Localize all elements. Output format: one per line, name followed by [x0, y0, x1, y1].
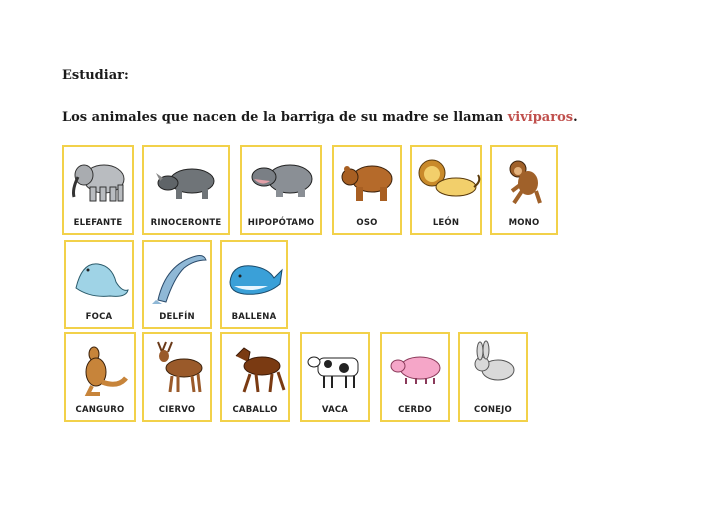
- study-heading: Estudiar:: [62, 68, 129, 83]
- card-cerdo: [380, 332, 450, 422]
- card-mono: [490, 145, 558, 235]
- card-foca: [64, 240, 134, 329]
- card-ciervo: [142, 332, 212, 422]
- monkey-icon: [492, 147, 560, 215]
- card-label: LEÓN: [432, 218, 460, 228]
- card-vaca: [300, 332, 370, 422]
- definition-sentence: [62, 110, 578, 125]
- card-label: CABALLO: [232, 405, 278, 415]
- card-canguro: [64, 332, 136, 422]
- pig-icon: [382, 334, 452, 402]
- card-label: VACA: [321, 405, 349, 415]
- whale-icon: [222, 242, 290, 310]
- highlighted-term: vivíparos: [507, 110, 574, 125]
- cow-icon: [302, 334, 372, 402]
- hippo-icon: [242, 147, 324, 215]
- card-ballena: [220, 240, 288, 329]
- seal-icon: [66, 242, 136, 310]
- elephant-icon: [64, 147, 136, 215]
- rhino-icon: [144, 147, 232, 215]
- card-label: RINOCERONTE: [150, 218, 222, 228]
- horse-icon: [222, 334, 292, 402]
- card-label: MONO: [508, 218, 540, 228]
- sentence-text: Los animales que nacen de la barriga de su madre se llaman: [62, 110, 508, 125]
- bear-icon: [334, 147, 404, 215]
- card-label: CONEJO: [474, 405, 512, 415]
- dolphin-icon: [144, 242, 214, 310]
- card-elefante: [62, 145, 134, 235]
- kangaroo-icon: [66, 334, 138, 402]
- card-label: CERDO: [398, 405, 432, 415]
- card-delfin: [142, 240, 212, 329]
- card-label: ELEFANTE: [73, 218, 123, 228]
- sentence-period: .: [573, 110, 578, 125]
- deer-icon: [144, 334, 214, 402]
- card-conejo: [458, 332, 528, 422]
- card-oso: [332, 145, 402, 235]
- card-leon: [410, 145, 482, 235]
- card-label: HIPOPÓTAMO: [247, 218, 315, 228]
- card-label: CIERVO: [158, 405, 196, 415]
- card-label: BALLENA: [231, 312, 277, 322]
- card-label: CANGURO: [75, 405, 125, 415]
- card-label: DELFÍN: [159, 312, 195, 322]
- card-hipopotamo: [240, 145, 322, 235]
- rabbit-icon: [460, 334, 530, 402]
- card-caballo: [220, 332, 290, 422]
- card-label: OSO: [356, 218, 378, 228]
- lion-icon: [412, 147, 484, 215]
- card-rinoceronte: [142, 145, 230, 235]
- card-label: FOCA: [85, 312, 113, 322]
